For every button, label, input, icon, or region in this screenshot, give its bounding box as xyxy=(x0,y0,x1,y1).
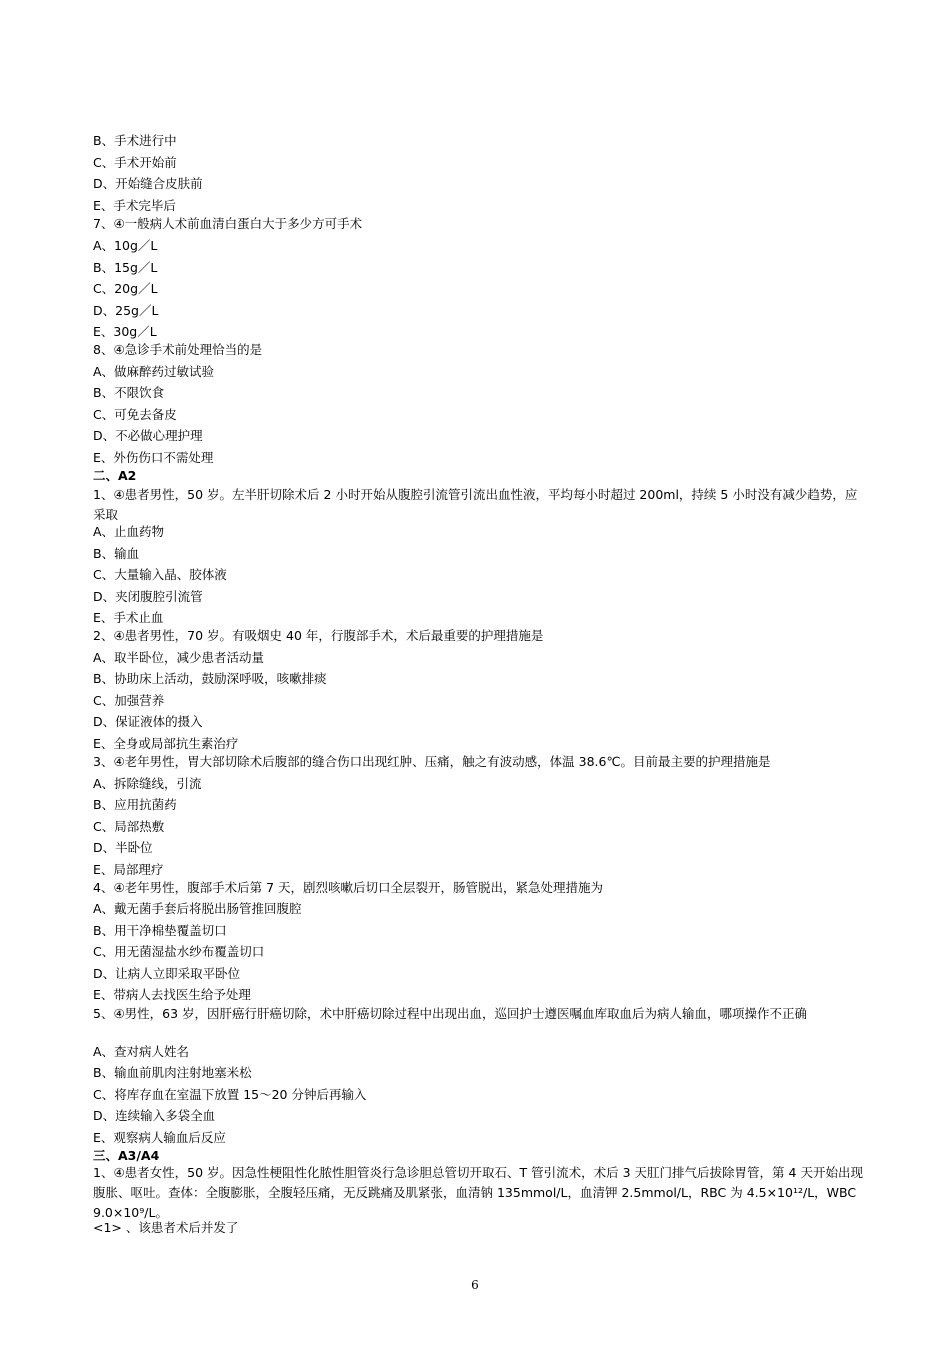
text-line: B、用干净棉垫覆盖切口 xyxy=(93,923,227,938)
text-line: 7、④一般病人术前血清白蛋白大于多少方可手术 xyxy=(93,216,363,231)
text-line: D、开始缝合皮肤前 xyxy=(93,176,203,191)
text-line: B、不限饮食 xyxy=(93,385,165,400)
text-line: E、手术完毕后 xyxy=(93,198,176,213)
text-line: 4、④老年男性，腹部手术后第 7 天，剧烈咳嗽后切口全层裂开，肠管脱出，紧急处理措施为 xyxy=(93,880,604,895)
text-line: 1、④患者男性，50 岁。左半肝切除术后 2 小时开始从腹腔引流管引流出血性液，平均每小时超过 200ml，持续 5 小时没有减少趋势，应采取 xyxy=(93,487,858,522)
text-line: D、不必做心理护理 xyxy=(93,428,203,443)
text-line: A、10g／L xyxy=(93,238,158,253)
text-line: B、输血前肌肉注射地塞米松 xyxy=(93,1065,252,1080)
text-line: 8、④急诊手术前处理恰当的是 xyxy=(93,342,263,357)
text-line: 3、④老年男性，胃大部切除术后腹部的缝合伤口出现红肿、压痛，触之有波动感，体温 38.6℃。目前最主要的护理措施是 xyxy=(93,754,771,769)
text-line: C、局部热敷 xyxy=(93,819,165,834)
text-line: B、15g／L xyxy=(93,260,158,275)
text-line: B、协助床上活动，鼓励深呼吸，咳嗽排痰 xyxy=(93,671,327,686)
text-line: A、查对病人姓名 xyxy=(93,1044,190,1059)
section-heading: 二、A2 xyxy=(93,468,137,483)
text-line: E、观察病人输血后反应 xyxy=(93,1130,226,1145)
text-line: E、外伤伤口不需处理 xyxy=(93,450,214,465)
text-line: A、止血药物 xyxy=(93,524,165,539)
text-line: E、局部理疗 xyxy=(93,862,164,877)
text-line: E、30g／L xyxy=(93,324,157,339)
text-line: C、20g／L xyxy=(93,281,158,296)
text-line: E、全身或局部抗生素治疗 xyxy=(93,736,239,751)
text-line: D、夹闭腹腔引流管 xyxy=(93,589,203,604)
text-line: D、25g／L xyxy=(93,303,159,318)
text-line: C、用无菌湿盐水纱布覆盖切口 xyxy=(93,944,265,959)
text-line: B、应用抗菌药 xyxy=(93,797,177,812)
text-line: 2、④患者男性，70 岁。有吸烟史 40 年，行腹部手术，术后最重要的护理措施是 xyxy=(93,628,544,643)
text-line: C、手术开始前 xyxy=(93,155,177,170)
text-line: C、大量输入晶、胶体液 xyxy=(93,567,227,582)
text-line: A、做麻醉药过敏试验 xyxy=(93,364,215,379)
section-heading: 三、A3/A4 xyxy=(93,1148,160,1163)
text-line: D、让病人立即采取平卧位 xyxy=(93,966,241,981)
text-line: D、连续输入多袋全血 xyxy=(93,1108,216,1123)
text-line: A、拆除缝线，引流 xyxy=(93,776,202,791)
text-line: C、将库存血在室温下放置 15～20 分钟后再输入 xyxy=(93,1087,367,1102)
text-line: D、保证液体的摄入 xyxy=(93,714,203,729)
text-line: A、取半卧位，减少患者活动量 xyxy=(93,650,265,665)
text-line: B、输血 xyxy=(93,546,140,561)
text-line: 5、④男性，63 岁，因肝癌行肝癌切除，术中肝癌切除过程中出现出血，巡回护士遵医嘱血库取血后为病人输血，哪项操作不正确 xyxy=(93,1006,808,1021)
text-line: D、半卧位 xyxy=(93,840,153,855)
page-number: 6 xyxy=(471,1278,479,1292)
text-line: B、手术进行中 xyxy=(93,133,177,148)
text-line: 1、④患者女性，50 岁。因急性梗阻性化脓性胆管炎行急诊胆总管切开取石、T 管引流术，术后 3 天肛门排气后拔除胃管，第 4 天开始出现腹胀、呕吐。查体：全腹膨胀，全腹轻压痛，无反跳痛及肌紧张，血清钠 135mmol/L，血清钾 2.5mmol/L，RBC 为 4.5×10¹²/L，WBC9.0×10⁹/L。 xyxy=(93,1165,863,1220)
text-line: C、可免去备皮 xyxy=(93,407,177,422)
text-line: E、手术止血 xyxy=(93,610,164,625)
text-line: A、戴无菌手套后将脱出肠管推回腹腔 xyxy=(93,901,302,916)
text-line: <1> 、该患者术后并发了 xyxy=(93,1220,239,1235)
text-line: E、带病人去找医生给予处理 xyxy=(93,987,251,1002)
text-line: C、加强营养 xyxy=(93,693,165,708)
